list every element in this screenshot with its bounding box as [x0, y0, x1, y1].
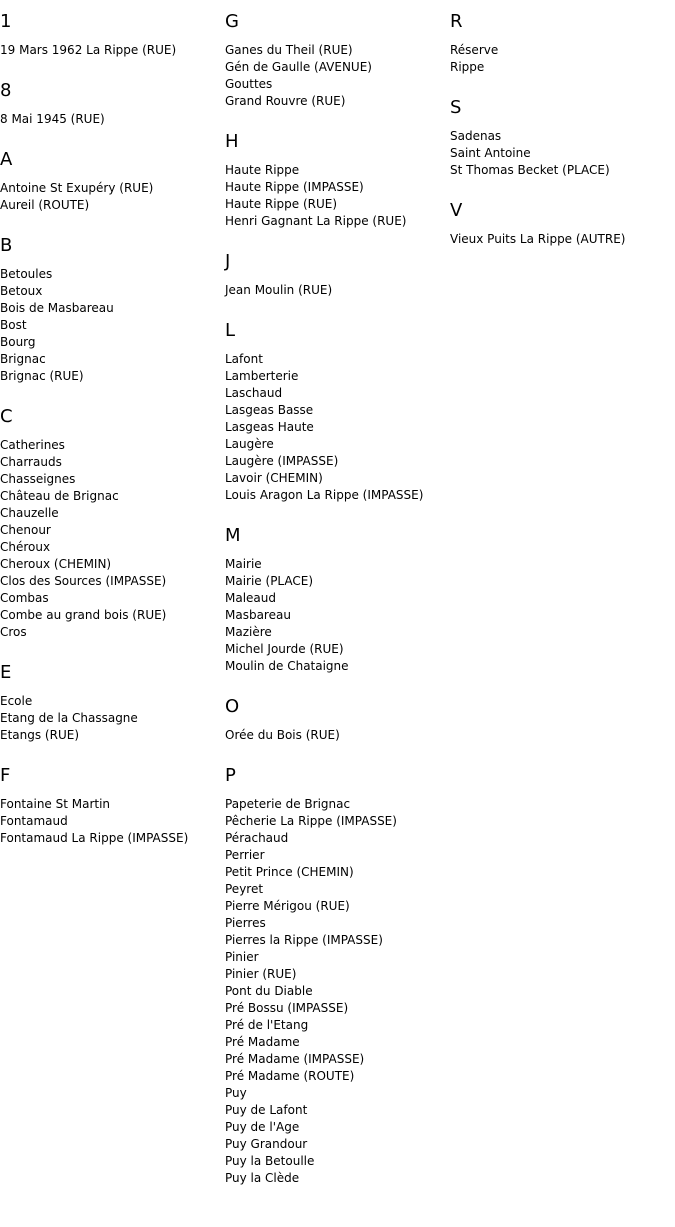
- letter-heading: F: [0, 765, 11, 786]
- street-item: Ecole: [0, 694, 33, 708]
- street-item: Louis Aragon La Rippe (IMPASSE): [225, 488, 424, 502]
- letter-heading: R: [450, 11, 463, 32]
- street-item: St Thomas Becket (PLACE): [450, 163, 610, 177]
- street-item: Betoux: [0, 284, 43, 298]
- street-item: Aureil (ROUTE): [0, 198, 90, 212]
- street-item: Pierres la Rippe (IMPASSE): [225, 933, 383, 947]
- street-item: Lamberterie: [225, 369, 299, 383]
- street-item: Chasseignes: [0, 472, 76, 486]
- letter-group: [225, 524, 450, 675]
- street-item: Brignac (RUE): [0, 369, 84, 383]
- street-item: Michel Jourde (RUE): [225, 642, 344, 656]
- street-item: Pont du Diable: [225, 984, 313, 998]
- street-item: Masbareau: [225, 608, 291, 622]
- street-item: Lafont: [225, 352, 263, 366]
- street-item: Sadenas: [450, 129, 502, 143]
- street-item: Chauzelle: [0, 506, 59, 520]
- street-list: [0, 693, 225, 744]
- street-item: Château de Brignac: [0, 489, 119, 503]
- street-item: Gouttes: [225, 77, 273, 91]
- letter-group: [225, 695, 450, 744]
- street-item: Combe au grand bois (RUE): [0, 608, 167, 622]
- letter-group: [450, 199, 675, 248]
- street-item: Catherines: [0, 438, 65, 452]
- letter-group: [0, 405, 225, 641]
- letter-group: [0, 234, 225, 385]
- street-item: Réserve: [450, 43, 499, 57]
- street-item: Pré Madame (ROUTE): [225, 1069, 355, 1083]
- column-3: [450, 10, 675, 268]
- letter-heading: J: [225, 251, 231, 272]
- street-list: [225, 351, 450, 504]
- street-item: Bourg: [0, 335, 36, 349]
- street-item: Puy de l'Age: [225, 1120, 300, 1134]
- street-item: Puy de Lafont: [225, 1103, 308, 1117]
- street-item: Puy la Betoulle: [225, 1154, 315, 1168]
- street-item: Mairie (PLACE): [225, 574, 314, 588]
- letter-group: [225, 764, 450, 1187]
- street-item: Henri Gagnant La Rippe (RUE): [225, 214, 407, 228]
- street-item: Orée du Bois (RUE): [225, 728, 340, 742]
- street-item: Combas: [0, 591, 49, 605]
- street-list: [0, 180, 225, 214]
- street-item: Laugère (IMPASSE): [225, 454, 339, 468]
- street-item: Pêcherie La Rippe (IMPASSE): [225, 814, 397, 828]
- street-list: [225, 796, 450, 1187]
- letter-group: [450, 10, 675, 76]
- street-list: [225, 42, 450, 110]
- street-list: [225, 556, 450, 675]
- letter-group: [225, 130, 450, 230]
- letter-group: [0, 764, 225, 847]
- street-list: [450, 231, 675, 248]
- street-list: [0, 796, 225, 847]
- street-item: Haute Rippe (RUE): [225, 197, 338, 211]
- street-item: Pierre Mérigou (RUE): [225, 899, 350, 913]
- letter-heading: H: [225, 131, 239, 152]
- street-item: Pinier: [225, 950, 259, 964]
- street-item: Laugère: [225, 437, 274, 451]
- street-item: Pré Madame: [225, 1035, 300, 1049]
- letter-group: [225, 319, 450, 504]
- column-1: [0, 10, 225, 867]
- street-item: Lasgeas Basse: [225, 403, 314, 417]
- street-item: Clos des Sources (IMPASSE): [0, 574, 167, 588]
- letter-group: [0, 148, 225, 214]
- street-item: Jean Moulin (RUE): [225, 283, 333, 297]
- street-item: Grand Rouvre (RUE): [225, 94, 346, 108]
- street-item: Maleaud: [225, 591, 276, 605]
- letter-heading: G: [225, 11, 239, 32]
- street-item: Pré Bossu (IMPASSE): [225, 1001, 349, 1015]
- street-item: Gén de Gaulle (AVENUE): [225, 60, 372, 74]
- street-item: Perrier: [225, 848, 265, 862]
- letter-heading: O: [225, 696, 240, 717]
- street-item: 8 Mai 1945 (RUE): [0, 112, 105, 126]
- street-list: [450, 42, 675, 76]
- letter-heading: V: [450, 200, 463, 221]
- letter-group: [450, 96, 675, 179]
- letter-heading: 1: [0, 11, 12, 32]
- letter-heading: E: [0, 662, 12, 683]
- street-item: Etangs (RUE): [0, 728, 79, 742]
- street-item: Cheroux (CHEMIN): [0, 557, 112, 571]
- street-item: Pré Madame (IMPASSE): [225, 1052, 365, 1066]
- street-item: Bost: [0, 318, 27, 332]
- letter-heading: L: [225, 320, 236, 341]
- street-item: Vieux Puits La Rippe (AUTRE): [450, 232, 626, 246]
- letter-group: [0, 661, 225, 744]
- street-list: [225, 162, 450, 230]
- letter-heading: M: [225, 525, 241, 546]
- street-item: Puy Grandour: [225, 1137, 308, 1151]
- street-item: Charrauds: [0, 455, 62, 469]
- street-item: 19 Mars 1962 La Rippe (RUE): [0, 43, 177, 57]
- street-item: Puy: [225, 1086, 247, 1100]
- street-item: Saint Antoine: [450, 146, 531, 160]
- street-list: [0, 437, 225, 641]
- street-item: Pinier (RUE): [225, 967, 297, 981]
- letter-heading: S: [450, 97, 462, 118]
- letter-heading: B: [0, 235, 13, 256]
- street-list: [225, 727, 450, 744]
- street-item: Fontaine St Martin: [0, 797, 111, 811]
- street-item: Moulin de Chataigne: [225, 659, 349, 673]
- street-item: Ganes du Theil (RUE): [225, 43, 353, 57]
- letter-heading: A: [0, 149, 13, 170]
- street-item: Pérachaud: [225, 831, 289, 845]
- street-item: Betoules: [0, 267, 53, 281]
- street-item: Brignac: [0, 352, 46, 366]
- letter-group: [0, 10, 225, 59]
- street-item: Lasgeas Haute: [225, 420, 314, 434]
- street-item: Puy la Clède: [225, 1171, 300, 1185]
- street-item: Lavoir (CHEMIN): [225, 471, 323, 485]
- street-item: Rippe: [450, 60, 485, 74]
- letter-group: [225, 250, 450, 299]
- street-item: Papeterie de Brignac: [225, 797, 351, 811]
- street-item: Cros: [0, 625, 27, 639]
- street-list: [225, 282, 450, 299]
- letter-heading: 8: [0, 80, 12, 101]
- street-item: Mazière: [225, 625, 272, 639]
- street-item: Fontamaud: [0, 814, 68, 828]
- street-item: Bois de Masbareau: [0, 301, 114, 315]
- street-item: Chéroux: [0, 540, 51, 554]
- street-list: [450, 128, 675, 179]
- street-item: Fontamaud La Rippe (IMPASSE): [0, 831, 189, 845]
- street-item: Haute Rippe: [225, 163, 300, 177]
- letter-heading: P: [225, 765, 236, 786]
- street-item: Pré de l'Etang: [225, 1018, 309, 1032]
- letter-heading: C: [0, 406, 13, 427]
- street-item: Chenour: [0, 523, 51, 537]
- street-item: Antoine St Exupéry (RUE): [0, 181, 154, 195]
- street-item: Haute Rippe (IMPASSE): [225, 180, 364, 194]
- street-item: Pierres: [225, 916, 266, 930]
- street-list: [0, 111, 225, 128]
- street-list: [0, 266, 225, 385]
- street-item: Petit Prince (CHEMIN): [225, 865, 354, 879]
- street-list: [0, 42, 225, 59]
- letter-group: [225, 10, 450, 110]
- column-2: [225, 10, 450, 1207]
- street-item: Laschaud: [225, 386, 283, 400]
- street-item: Peyret: [225, 882, 264, 896]
- street-item: Etang de la Chassagne: [0, 711, 138, 725]
- street-item: Mairie: [225, 557, 262, 571]
- letter-group: [0, 79, 225, 128]
